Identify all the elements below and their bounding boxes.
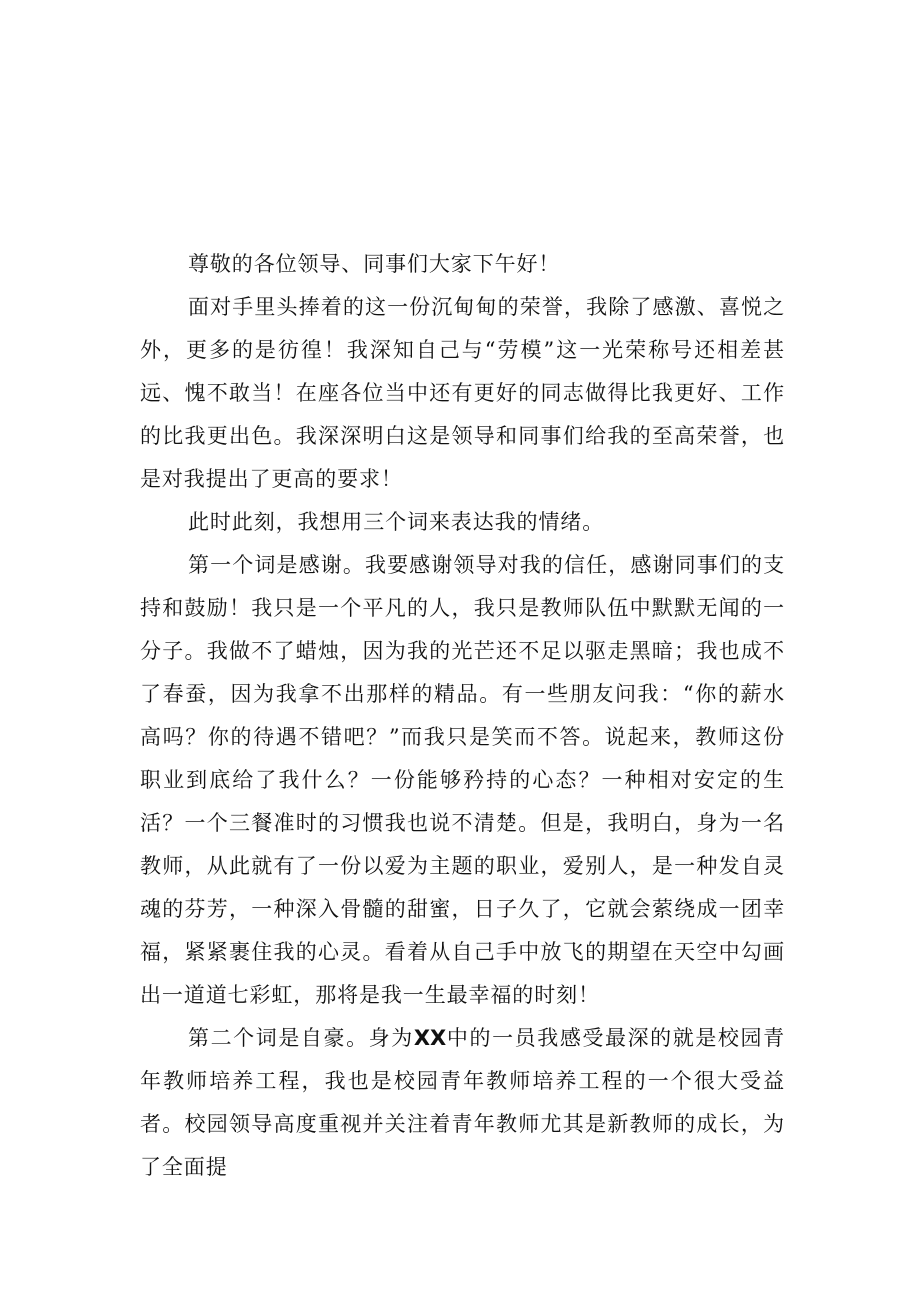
three-words-paragraph: 此时此刻，我想用三个词来表达我的情绪。: [188, 510, 605, 534]
honor-paragraph: 面对手里头捧着的这一份沉甸甸的荣誉，我除了感激、喜悦之外，更多的是彷徨！我深知自己与“劳模”这一光荣称号还相差甚远、愧不敢当！在座各位当中还有更好的同志做得比我更好、工作的比我更出色。我深深明白这是领导和同事们给我的至高荣誉，也是对我提出了更高的要求！: [140, 295, 785, 491]
pride-paragraph: [140, 1017, 785, 1189]
thanks-paragraph: 第一个词是感谢。我要感谢领导对我的信任，感谢同事们的支持和鼓励！我只是一个平凡的人，我只是教师队伍中默默无闻的一分子。我做不了蜡烛，因为我的光芒还不足以驱走黑暗；我也成不了春蚕，因为我拿不出那样的精品。有一些朋友问我：“你的薪水高吗？你的待遇不错吧？”而我只是笑而不答。说起来，教师这份职业到底给了我什么？一份能够矜持的心态？一种相对安定的生活？一个三餐准时的习惯我也说不清楚。但是，我明白，身为一名教师，从此就有了一份以爱为主题的职业，爱别人，是一种发自灵魂的芬芳，一种深入骨髓的甜蜜，日子久了，它就会萦绕成一团幸福，紧紧裹住我的心灵。看着从自己手中放飞的期望在天空中勾画出一道道七彩虹，那将是我一生最幸福的时刻！: [140, 553, 785, 1007]
document-body: [140, 243, 785, 1189]
school-name-placeholder: XX: [413, 1026, 447, 1050]
greeting-paragraph: 尊敬的各位领导、同事们大家下午好！: [188, 252, 561, 276]
pride-text-before: 第二个词是自豪。身为: [188, 1026, 414, 1050]
pride-text-after: 中的一员我感受最深的就是校园青年教师培养工程，我也是校园青年教师培养工程的一个很大受益者。校园领导高度重视并关注着青年教师尤其是新教师的成长，为了全面提: [140, 1026, 785, 1179]
